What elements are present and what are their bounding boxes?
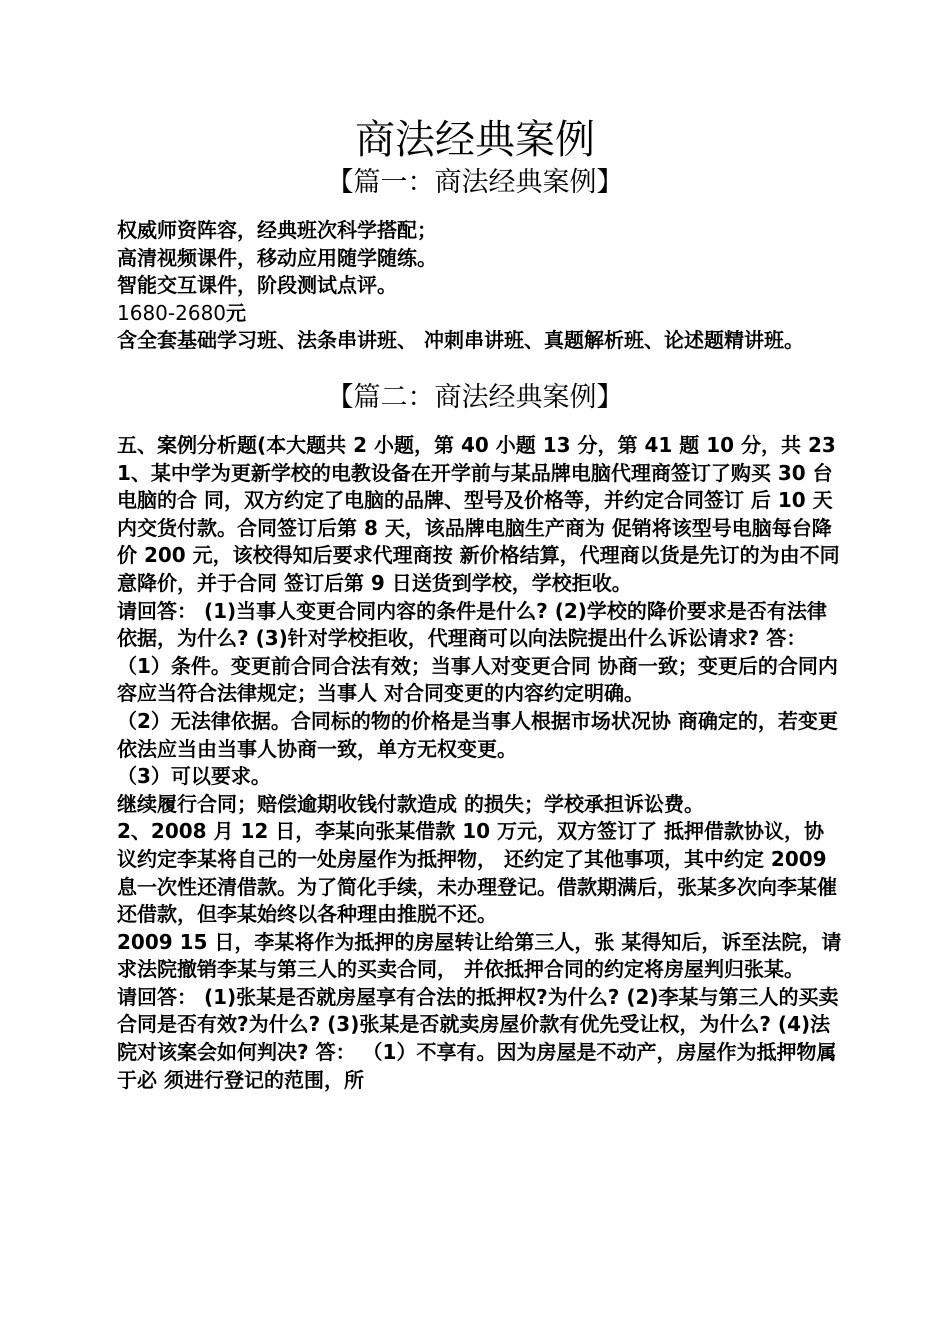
- section-heading-2: 【篇二：商法经典案例】: [326, 382, 624, 413]
- case-1-answer-3: （3）可以要求。: [117, 764, 271, 789]
- case-2-description: 2、2008 月 12 日，李某向张某借款 10 万元，双方签订了 抵押借款协议，协议约定李某将自己的一处房屋作为抵押物， 还约定了其他事项，其中约定 2009 息一次性还清借款。为了简化手续，未办理登记。借款期满后，张某多次向李某催还借款，但李某始终以各种理由推脱不还。: [117, 819, 837, 927]
- section-1-line-3: 智能交互课件，阶段测试点评。: [117, 273, 397, 298]
- section-1-line-1: 权威师资阵容，经典班次科学搭配；: [117, 218, 437, 242]
- case-2-description-continued: 2009 15 日，李某将作为抵押的房屋转让给第三人，张 某得知后，诉至法院，请求法院撤销李某与第三人的买卖合同， 并依抵押合同的约定将房屋判归张某。: [117, 929, 842, 982]
- course-list-paragraph: 含全套基础学习班、法条串讲班、 冲刺串讲班、真题解析班、论述题精讲班。: [117, 328, 804, 353]
- case-1-answer-2: （2）无法律依据。合同标的物的价格是当事人根据市场状况协 商确定的，若变更依法应当由当事人协商一致，单方无权变更。: [117, 708, 838, 761]
- case-1-answer-3-detail: 继续履行合同；赔偿逾期收钱付款造成 的损失；学校承担诉讼费。: [117, 791, 704, 816]
- section-2-body: [117, 432, 843, 1094]
- price-unit: 元: [226, 300, 247, 325]
- section-1-line-2: 高清视频课件，移动应用随学随练。: [117, 245, 437, 270]
- case-1-questions-answer: 请回答： (1)当事人变更合同内容的条件是什么? (2)学校的降价要求是否有法律依据，为什么? (3)针对学校拒收，代理商可以向法院提出什么诉讼请求? 答： （1）条件。变更前合同合法有效；当事人对变更合同 协商一致；变更后的合同内容应当符合法律规定；当事人 对合同变更的内容约定明确。: [117, 598, 838, 706]
- section-heading-1: 【篇一：商法经典案例】: [326, 167, 624, 198]
- case-1-description: 五、案例分析题(本大题共 2 小题，第 40 小题 13 分，第 41 题 10 分，共 23 1、某中学为更新学校的电教设备在开学前与某品牌电脑代理商签订了购买 30 台电脑的合 同，双方约定了电脑的品牌、型号及价格等，并约定合同签订 后 10 天内交货付款。合同签订后第 8 天，该品牌电脑生产商为 促销将该型号电脑每台降价 200 元，该校得知后要求代理商按 新价格结算，代理商以货是先订的为由不同意降价，并于合同 签订后第 9 日送货到学校，学校拒收。: [117, 433, 840, 595]
- case-2-questions-answer: 请回答： (1)张某是否就房屋享有合法的抵押权?为什么? (2)李某与第三人的买卖合同是否有效?为什么? (3)张某是否就卖房屋价款有优先受让权，为什么? (4)法院对该案会如何判决? 答： （1）不享有。因为房屋是不动产，房屋作为抵押物属于必 须进行登记的范围，所: [117, 984, 839, 1092]
- price-number: 1680-2680: [117, 300, 227, 325]
- section-1-body: [117, 217, 843, 355]
- price-line: [117, 300, 843, 328]
- document-title: 商法经典案例: [355, 117, 595, 163]
